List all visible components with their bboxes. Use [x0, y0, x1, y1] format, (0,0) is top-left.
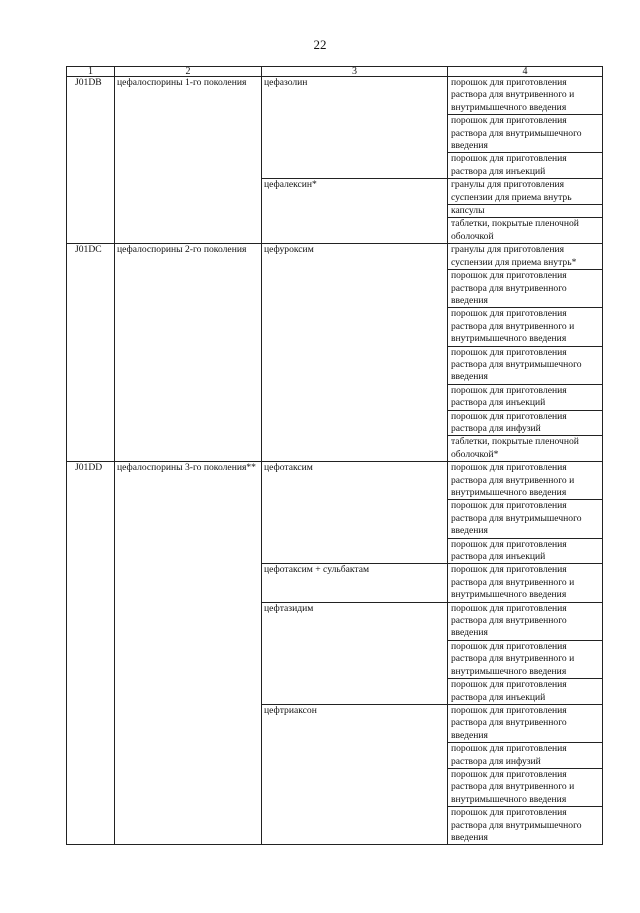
drug-name-cell: цефтазидим: [262, 602, 448, 704]
header-col-4: 4: [448, 67, 603, 77]
page-number: 22: [313, 37, 327, 52]
header-col-2: 2: [115, 67, 262, 77]
header-col-3: 3: [262, 67, 448, 77]
drug-name-cell: цефотаксим: [262, 462, 448, 564]
dosage-form-cell: порошок для приготовления раствора для внутривенного и внутримышечного введения: [448, 462, 603, 500]
dosage-form-cell: порошок для приготовления раствора для инъекций: [448, 153, 603, 179]
atc-code-cell: J01DB: [67, 77, 115, 244]
dosage-form-cell: порошок для приготовления раствора для внутривенного и внутримышечного введения: [448, 308, 603, 346]
drug-name-cell: цефтриаксон: [262, 704, 448, 844]
dosage-form-cell: порошок для приготовления раствора для внутривенного введения: [448, 704, 603, 742]
drug-table: [66, 66, 603, 845]
header-col-1: 1: [67, 67, 115, 77]
drug-name-cell: цефазолин: [262, 77, 448, 179]
group-name-cell: цефалоспорины 3-го поколения**: [115, 462, 262, 845]
group-name-cell: цефалоспорины 1-го поколения: [115, 77, 262, 244]
drug-name-cell: цефалексин*: [262, 179, 448, 244]
dosage-form-cell: порошок для приготовления раствора для внутримышечного введения: [448, 115, 603, 153]
dosage-form-cell: капсулы: [448, 205, 603, 218]
dosage-form-cell: порошок для приготовления раствора для инъекций: [448, 384, 603, 410]
dosage-form-cell: таблетки, покрытые пленочной оболочкой*: [448, 436, 603, 462]
dosage-form-cell: порошок для приготовления раствора для инъекций: [448, 679, 603, 705]
dosage-form-cell: порошок для приготовления раствора для внутримышечного введения: [448, 346, 603, 384]
dosage-form-cell: таблетки, покрытые пленочной оболочкой: [448, 218, 603, 244]
group-name-cell: цефалоспорины 2-го поколения: [115, 244, 262, 462]
atc-code-cell: J01DC: [67, 244, 115, 462]
dosage-form-cell: гранулы для приготовления суспензии для приема внутрь*: [448, 244, 603, 270]
drug-name-cell: цефотаксим + сульбактам: [262, 564, 448, 602]
table-row: [67, 77, 603, 115]
table-row: [67, 244, 603, 270]
dosage-form-cell: порошок для приготовления раствора для внутривенного и внутримышечного введения: [448, 640, 603, 678]
dosage-form-cell: порошок для приготовления раствора для инфузий: [448, 743, 603, 769]
dosage-form-cell: порошок для приготовления раствора для внутримышечного введения: [448, 500, 603, 538]
dosage-form-cell: порошок для приготовления раствора для внутривенного введения: [448, 602, 603, 640]
dosage-form-cell: порошок для приготовления раствора для внутривенного введения: [448, 270, 603, 308]
dosage-form-cell: порошок для приготовления раствора для инъекций: [448, 538, 603, 564]
dosage-form-cell: гранулы для приготовления суспензии для приема внутрь: [448, 179, 603, 205]
dosage-form-cell: порошок для приготовления раствора для внутривенного и внутримышечного введения: [448, 564, 603, 602]
dosage-form-cell: порошок для приготовления раствора для внутримышечного введения: [448, 807, 603, 845]
table-body: [67, 77, 603, 845]
dosage-form-cell: порошок для приготовления раствора для внутривенного и внутримышечного введения: [448, 77, 603, 115]
dosage-form-cell: порошок для приготовления раствора для инфузий: [448, 410, 603, 436]
drug-name-cell: цефуроксим: [262, 244, 448, 462]
atc-code-cell: J01DD: [67, 462, 115, 845]
header-row: [67, 67, 603, 77]
table-row: [67, 462, 603, 500]
dosage-form-cell: порошок для приготовления раствора для внутривенного и внутримышечного введения: [448, 768, 603, 806]
